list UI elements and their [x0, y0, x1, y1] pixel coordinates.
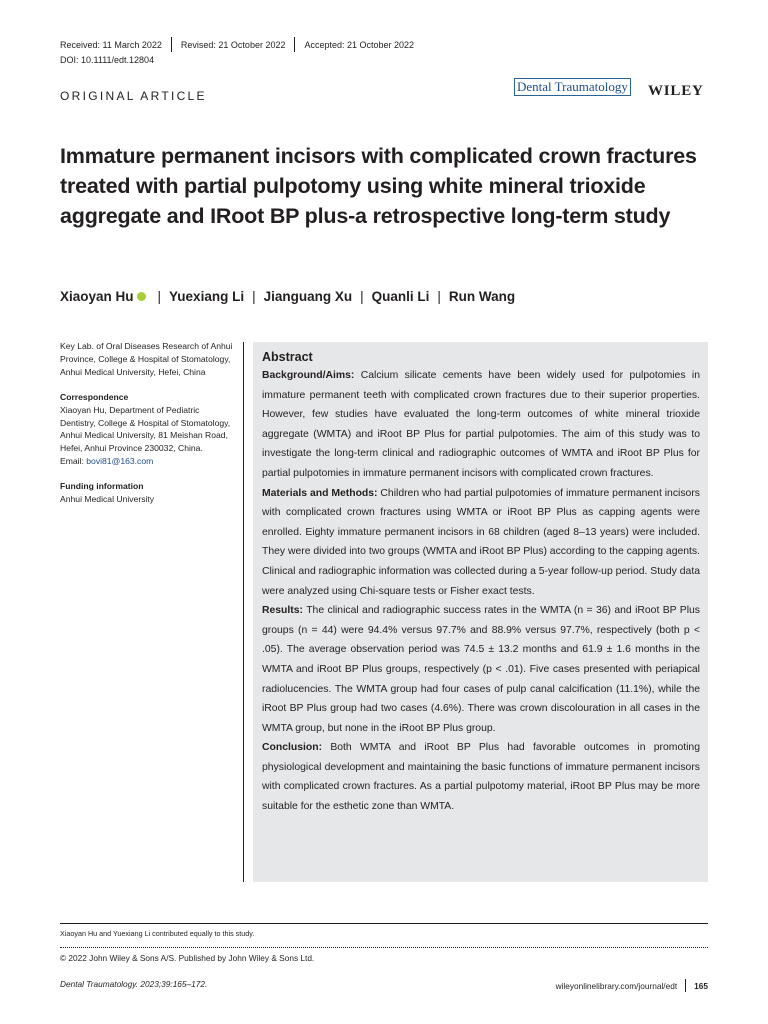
abstract-section [262, 738, 700, 816]
article-info-sidebar [60, 340, 235, 506]
section-label: Conclusion: [262, 742, 323, 754]
accepted-date: Accepted: 21 October 2022 [304, 39, 415, 50]
journal-logo[interactable] [514, 78, 631, 96]
section-label: Materials and Methods: [262, 487, 378, 499]
author-name[interactable]: Yuexiang Li [169, 289, 245, 304]
section-label: Results: [262, 605, 303, 617]
funding-text: Anhui Medical University [60, 494, 155, 505]
author-name[interactable]: Quanli Li [371, 289, 430, 304]
journal-url[interactable]: wileyonlinelibrary.com/journal/edt [555, 980, 678, 991]
funding-heading: Funding information [60, 481, 144, 492]
affiliation: Key Lab. of Oral Diseases Research of Anhui Province, College & Hospital of Stomatology, Anhui Medical University, Hefei, China [60, 341, 233, 377]
email-label: Email: [60, 456, 87, 467]
date-divider [294, 37, 295, 52]
column-divider [243, 342, 244, 882]
date-divider [171, 37, 172, 52]
orcid-icon[interactable] [137, 292, 146, 301]
page-number: 165 [694, 980, 708, 991]
received-date: Received: 11 March 2022 [60, 39, 162, 50]
article-dates [60, 37, 414, 52]
correspondence-heading: Correspondence [60, 391, 129, 402]
author-separator: | [157, 289, 162, 304]
publisher-logo[interactable]: WILEY [648, 83, 704, 99]
copyright-rule [60, 947, 708, 948]
journal-name: Dental Traumatology [514, 78, 631, 96]
article-title: Immature permanent incisors with complicated crown fractures treated with partial pulpotomy using white mineral trioxide aggregate and IRoot BP plus-a retrospective long-term study [60, 144, 697, 228]
revised-date: Revised: 21 October 2022 [180, 39, 286, 50]
section-text: Children who had partial pulpotomies of immature permanent incisors with complicated crown fractures using WMTA or iRoot BP Plus as capping agents were enrolled. Eighty immature permanent incisors in 68 children (aged 8–13 years) were included. They were divided into two groups (WMTA and iRoot BP Plus) according to the capping agents. Clinical and radiographic information was collected during a 5-year follow-up period. Study data were analyzed using Chi-square tests or Fisher exact tests. [262, 487, 700, 597]
author-separator: | [360, 289, 364, 304]
abstract-section [262, 366, 700, 484]
author-name[interactable]: Xiaoyan Hu [60, 289, 134, 304]
journal-citation: Dental Traumatology. 2023;39:165–172. [60, 979, 208, 989]
email-link[interactable]: bovi81@163.com [86, 456, 154, 467]
abstract-section [262, 484, 700, 602]
correspondence-text: Xiaoyan Hu, Department of Pediatric Dentistry, College & Hospital of Stomatology, Anhui Medical University, 81 Meishan Road, Hefei, Anhui Province 230032, China. [60, 404, 231, 454]
footnote-rule [60, 923, 708, 924]
section-text: Both WMTA and iRoot BP Plus had favorable outcomes in promoting physiological development and maintaining the basic functions of immature permanent incisors with complicated crown fractures. As a partial pulpotomy material, iRoot BP Plus may be more suitable for the esthetic zone than WMTA. [262, 742, 700, 813]
author-separator: | [252, 289, 256, 304]
section-text: Calcium silicate cements have been widely used for pulpotomies in immature permanent teeth with complicated crown fractures due to their superior properties. However, few studies have evaluated the long-term outcomes of white mineral trioxide aggregate (WMTA) and iRoot BP Plus for partial pulpotomies. The aim of this study was to investigate the long-term clinical and radiographic outcomes of WMTA and iRoot BP Plus for partial pulpotomies in immature permanent incisors with complicated crown fractures. [262, 370, 700, 479]
doi[interactable]: DOI: 10.1111/edt.12804 [60, 55, 155, 65]
page-footer [556, 979, 708, 992]
section-text: The clinical and radiographic success rates in the WMTA (n = 36) and iRoot BP Plus groups (n = 44) were 94.4% versus 97.7% and 88.9% versus 97.7%, respectively (both p < .05). The average observation period was 74.5 ± 13.2 months and 61.9 ± 1.6 months in the WMTA and iRoot BP Plus groups, respectively (p < .01). Five cases presented with periapical radiolucencies. The WMTA group had four cases of pulp canal calcification (11.1%), while the iRoot BP Plus group had two cases (4.6%). There was crown discolouration in all cases in the WMTA group, but none in the iRoot BP Plus group. [262, 605, 700, 734]
article-type: ORIGINAL ARTICLE [60, 89, 207, 103]
author-name[interactable]: Run Wang [448, 289, 516, 304]
author-separator: | [437, 289, 441, 304]
abstract-section [262, 601, 700, 738]
author-list [60, 289, 515, 304]
footer-divider [685, 979, 686, 992]
section-label: Background/Aims: [262, 370, 355, 381]
footnote: Xiaoyan Hu and Yuexiang Li contributed equally to this study. [60, 929, 255, 938]
abstract-box [253, 342, 708, 882]
author-name[interactable]: Jianguang Xu [263, 289, 353, 304]
copyright: © 2022 John Wiley & Sons A/S. Published by John Wiley & Sons Ltd. [60, 953, 315, 963]
correspondence-email [60, 455, 235, 468]
abstract-heading: Abstract [262, 350, 313, 364]
